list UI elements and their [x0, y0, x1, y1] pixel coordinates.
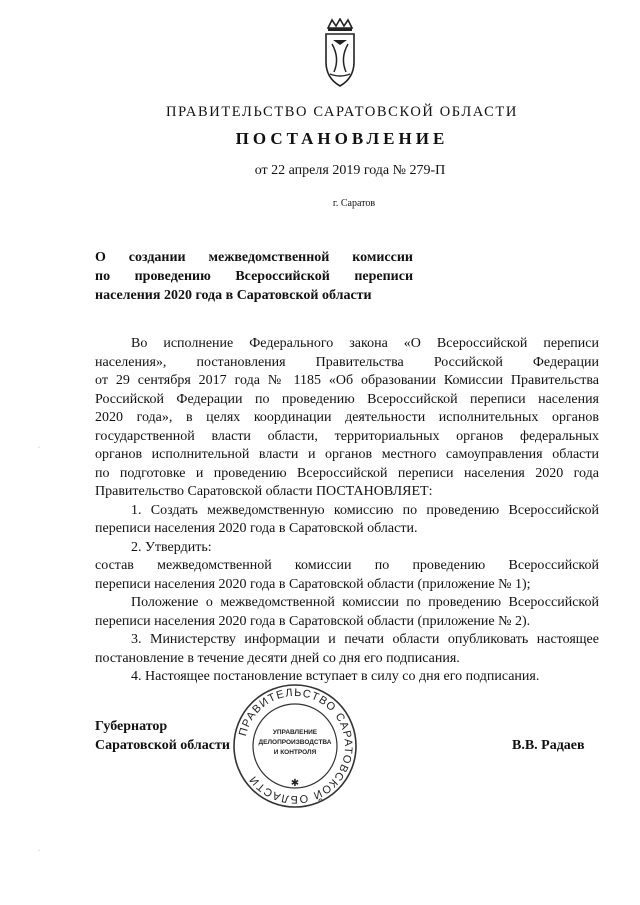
- body-line: Российской Федерации по проведению Всероссийской переписи населения: [95, 391, 599, 407]
- document-date-number: от 22 апреля 2019 года № 279-П: [254, 163, 446, 178]
- signer-position-line-1: Губернатор: [95, 719, 168, 734]
- item-2a-line-1: состав межведомственной комиссии по проведению Всероссийской: [95, 558, 599, 573]
- item-1-line-2: переписи населения 2020 года в Саратовской области.: [95, 521, 418, 536]
- item-3-line-1: 3. Министерству информации и печати области опубликовать настоящее: [131, 632, 599, 647]
- body-line: населения», постановления Правительства Российской Федерации: [95, 354, 599, 370]
- stamp-inner-line-2: ДЕЛОПРОИЗВОДСТВА: [258, 739, 332, 746]
- body-line: государственной власти области, территориальных органов федеральных: [95, 428, 599, 444]
- body-line: от 29 сентября 2017 года № 1185 «Об образовании Комиссии Правительства: [95, 373, 599, 388]
- signer-name: В.В. Радаев: [512, 738, 585, 753]
- coat-of-arms-emblem: [316, 18, 364, 90]
- stamp-ring-text: ПРАВИТЕЛЬСТВО САРАТОВСКОЙ ОБЛАСТИ: [237, 686, 355, 806]
- stamp-star-icon: ✱: [290, 778, 300, 789]
- document-city: г. Саратов: [332, 198, 376, 209]
- item-4: 4. Настоящее постановление вступает в силу со дня его подписания.: [131, 669, 540, 684]
- body-line: 2020 года», в целях координации деятельности исполнительных органов: [95, 410, 599, 425]
- document-type: ПОСТАНОВЛЕНИЕ: [235, 129, 449, 148]
- document-body: [95, 335, 599, 687]
- body-line: Правительство Саратовской области ПОСТАНОВЛЯЕТ:: [95, 484, 433, 499]
- official-stamp: [231, 682, 359, 810]
- margin-mark: ·: [38, 445, 40, 451]
- signer-position-line-2: Саратовской области: [95, 738, 230, 753]
- body-line: Во исполнение Федерального закона «О Всероссийской переписи: [131, 336, 599, 351]
- item-2a-line-2: переписи населения 2020 года в Саратовской области (приложение № 1);: [95, 576, 531, 592]
- subject-line-2: по проведению Всероссийской переписи: [95, 269, 414, 284]
- item-3-line-2: постановление в течение десяти дней со дня его подписания.: [95, 650, 460, 666]
- body-line: по подготовке и проведению Всероссийской переписи населения 2020 года: [95, 465, 599, 481]
- stamp-inner-line-1: УПРАВЛЕНИЕ: [272, 729, 318, 736]
- document-subject: [95, 248, 413, 305]
- subject-line-1: О создании межведомственной комиссии: [95, 250, 413, 265]
- government-name: ПРАВИТЕЛЬСТВО САРАТОВСКОЙ ОБЛАСТИ: [166, 104, 518, 120]
- body-line: органов исполнительной власти и органов местного самоуправления области: [95, 447, 599, 462]
- item-2: 2. Утвердить:: [131, 539, 212, 555]
- margin-mark: ·: [38, 848, 40, 854]
- subject-line-3: населения 2020 года в Саратовской области: [95, 288, 372, 303]
- item-1-line-1: 1. Создать межведомственную комиссию по проведению Всероссийской: [131, 502, 599, 518]
- item-2b-line-2: переписи населения 2020 года в Саратовской области (приложение № 2).: [95, 613, 531, 629]
- item-2b-line-1: Положение о межведомственной комиссии по проведению Всероссийской: [131, 595, 599, 610]
- stamp-inner-line-3: И КОНТРОЛЯ: [273, 749, 317, 756]
